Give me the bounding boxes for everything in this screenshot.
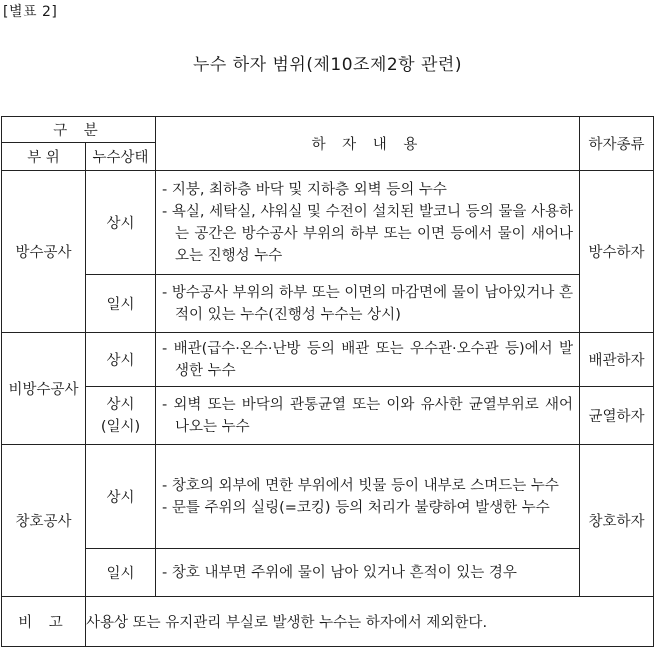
state-pipe: 상시 (86, 333, 156, 387)
state-window-temp: 일시 (86, 549, 156, 597)
part-non-waterproof: 비방수공사 (2, 333, 86, 445)
state-crack-line-2: (일시) (100, 418, 141, 435)
defect-item: - 지붕, 최하층 바닥 및 지하층 외벽 등의 누수 (162, 181, 447, 198)
annex-label: [별표 2] (3, 4, 58, 20)
state-waterproof-temp: 일시 (86, 275, 156, 333)
content-window-regular (156, 445, 580, 549)
type-window: 창호하자 (580, 445, 654, 597)
defect-item: - 외벽 또는 바닥의 관통균열 또는 이와 유사한 균열부위로 새어 나오는 누수 (162, 396, 573, 435)
defect-item: - 창호 내부면 주위에 물이 남아 있거나 흔적이 있는 경우 (162, 564, 517, 581)
remark-text: 사용상 또는 유지관리 부실로 발생한 누수는 하자에서 제외한다. (86, 597, 654, 647)
type-crack: 균열하자 (580, 387, 654, 445)
content-pipe (156, 333, 580, 387)
content-waterproof-regular (156, 171, 580, 275)
part-waterproof: 방수공사 (2, 171, 86, 333)
state-waterproof-regular: 상시 (86, 171, 156, 275)
state-window-regular: 상시 (86, 445, 156, 549)
header-type: 하자종류 (580, 117, 654, 171)
remark-label: 비 고 (2, 597, 86, 647)
leak-defect-table (1, 116, 654, 647)
defect-item: - 방수공사 부위의 하부 또는 이면의 마감면에 물이 남아있거나 흔적이 있는 누수(진행성 누수는 상시) (162, 284, 573, 323)
type-pipe: 배관하자 (580, 333, 654, 387)
header-part: 부 위 (2, 143, 86, 171)
header-state: 누수상태 (86, 143, 156, 171)
defect-item: - 창호의 외부에 면한 부위에서 빗물 등이 내부로 스며드는 누수 (162, 477, 559, 494)
header-content: 하 자 내 용 (156, 117, 580, 171)
content-waterproof-temp (156, 275, 580, 333)
type-waterproof: 방수하자 (580, 171, 654, 333)
defect-item: - 문틀 주위의 실링(=코킹) 등의 처리가 불량하여 발생한 누수 (162, 499, 550, 516)
page-title: 누수 하자 범위(제10조제2항 관련) (193, 55, 462, 75)
state-crack-line-1: 상시 (106, 396, 135, 413)
content-crack (156, 387, 580, 445)
defect-item: - 욕실, 세탁실, 샤워실 및 수전이 설치된 발코니 등의 물을 사용하는 공간은 방수공사 부위의 하부 또는 이면 등에서 물이 새어나오는 진행성 누수 (162, 203, 573, 264)
state-crack (86, 387, 156, 445)
header-group: 구 분 (2, 117, 156, 143)
part-window: 창호공사 (2, 445, 86, 597)
defect-item: - 배관(급수·온수·난방 등의 배관 또는 우수관·오수관 등)에서 발생한 누수 (162, 340, 573, 379)
content-window-temp (156, 549, 580, 597)
